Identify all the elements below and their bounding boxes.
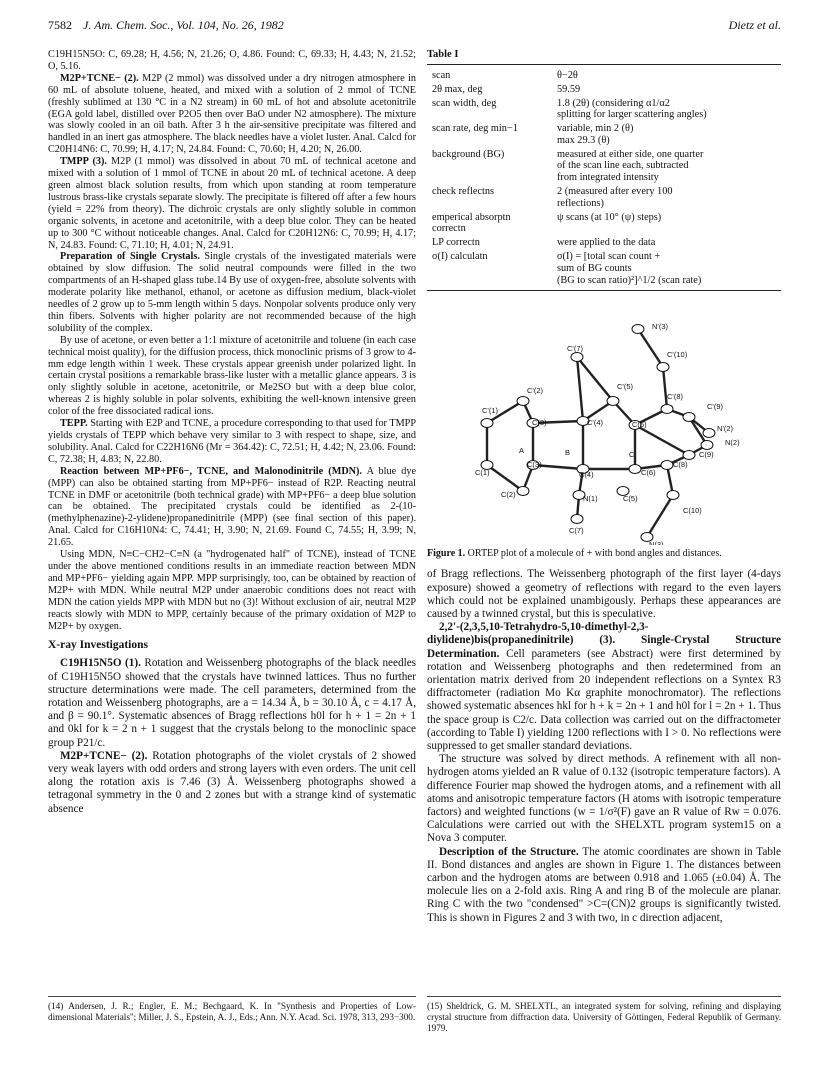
atom-label: C(9) (699, 450, 714, 460)
atom-ellipsoid (667, 491, 679, 500)
table-row (427, 186, 781, 210)
atom-ellipsoid (632, 325, 644, 334)
table-key: σ(I) calculatn (432, 251, 488, 263)
table-value: 2 (measured after every 100 reflections) (557, 186, 673, 209)
atom-label: C'(8) (667, 392, 684, 402)
atom-ellipsoid (661, 461, 673, 470)
atom-label: C(6) (632, 420, 647, 430)
atom-ellipsoid (481, 419, 493, 428)
atom-label: C(1) (475, 468, 490, 478)
bond-line (487, 465, 523, 491)
table-i (427, 49, 781, 291)
bond-line (638, 329, 663, 367)
paragraph-lead: TMPP (3). (60, 156, 107, 168)
table-value: θ−2θ (557, 69, 578, 81)
header-left (48, 18, 284, 36)
paragraph (427, 568, 781, 621)
table-row (427, 212, 781, 236)
paragraph-lead: Description of the Structure. (439, 845, 579, 858)
atom-label: C'(2) (527, 386, 544, 396)
table-key: LP correctn (432, 237, 480, 249)
paragraph (427, 621, 781, 753)
table-key: background (BG) (432, 148, 505, 160)
atom-label: N(3) (649, 540, 664, 546)
table-row (427, 251, 781, 286)
paragraph-text: Using MDN, N≡C−CH2−C≡N (a "hydrogenated half" of TCNE), instead of TCNE under the above mentioned conditions results in an immediate reaction between MDN and MP+PF6− yielding again MPP. MPP surprisingly, too, can be obtained by reaction of M2P+ with MDN. While neutral M2P under anaerobic conditions does not react with MDN the cation yields MPP with MDN but no (3)! Without exclusion of air, neutral M2P reacts slowly with MDN to MPP, certainly because of the primary oxidation of M2P to M2P+ by oxygen. (48, 549, 416, 632)
right-body-text (427, 568, 781, 924)
paragraph (48, 251, 416, 334)
table-title: Table I (427, 49, 459, 60)
paragraph (48, 49, 416, 73)
table-value: variable, min 2 (θ) max 29.3 (θ) (557, 123, 634, 146)
paragraph-lead: TEPP. (60, 418, 88, 430)
table-key: 2θ max, deg (432, 83, 483, 95)
ring-label: A (519, 446, 525, 456)
paragraph-text: M2P (1 mmol) was dissolved in about 70 mL of technical acetone and mixed with a solution of 1 mmol of TCNE in about 20 mL of technical acetone. A deep green almost black solution results, from which upon standing at room temperature lustrous brass-like crystals separate slowly. The precipitate is filtered off after a few hours (yield = 22% from theory). The dichroic crystals are only slightly soluble in common organic solvents, in acetone and acetonitrile, with a deep blue color. They can be heated up to 300 °C without noticeable changes. Anal. Calcd for C20H12N6: C, 70.99; H, 4.17; N, 24.83. Found: C, 71.10; H, 4.01; N, 24.91. (48, 156, 416, 251)
left-column (48, 49, 416, 816)
atom-label: C(4) (579, 470, 594, 480)
atom-ellipsoid (701, 441, 713, 450)
table-row (427, 149, 781, 184)
bond-line (635, 425, 689, 455)
atom-ellipsoid (571, 515, 583, 524)
atom-label: N'(2) (717, 424, 734, 434)
paragraph-text: Rotation and Weissenberg photographs of the black needles of C19H15N5O showed that the crystals have twinned lattices. Thus no further structure determinations were made. The cell parameters, determined from the rotation and Weissenberg photographs, are a = 14.34 Å, b = 30.10 Å, c = 4.17 Å, and β = 90.1°. Systematic absences of Bragg reflections h0l for h + 1 = 2n + 1 and 0kl for k = 2 n + 1 suggest that the crystals belong to the monoclinic space group P21/c. (48, 657, 417, 749)
running-header (48, 18, 781, 36)
atom-label: C(7) (569, 526, 584, 536)
paragraph (48, 418, 416, 466)
atom-ellipsoid (683, 451, 695, 460)
table-row (427, 98, 781, 122)
caption-text: ORTEP plot of a molecule of + with bond angles and distances. (465, 548, 722, 560)
table-body (427, 64, 781, 292)
paragraph-lead: 2,2'-(2,3,5,10-Tetrahydro-5,10-dimethyl-2,3-diylidene)bis(propanedinitrile) (3). Single-Crystal Structure Determination. (427, 621, 781, 660)
paragraph-lead: M2P+TCNE− (2). (60, 749, 148, 762)
paragraph (48, 750, 416, 816)
paragraph (48, 335, 416, 418)
footnote-14: (14) Andersen, J. R.; Engler, E. M.; Bechgaard, K. In "Synthesis and Properties of Low-dimensional Materials"; Miller, J. S., Epstein, A. J., Eds.; Ann. N.Y. Acad. Sci. 1978, 313, 293−300. (48, 996, 416, 1023)
atom-label: C'(1) (482, 406, 499, 416)
table-row (427, 237, 781, 249)
table-value: 59.59 (557, 83, 581, 95)
atom-ellipsoid (571, 353, 583, 362)
paragraph-lead: Reaction between MP+PF6−, TCNE, and Malonodinitrile (MDN). (60, 465, 362, 477)
paragraph-text: Starting with E2P and TCNE, a procedure corresponding to that used for TMPP yields crystals of TEPP which behave very similar to 3 with respect to shape, size, and solubility. Anal. Calcd for C22H16N6 (Mr = 364.42): C, 72.51; H, 4.42; N, 23.06. Found: C, 72.38; H, 4.83; N, 22.80. (48, 418, 416, 465)
paragraph-text: A blue dye (MPP) can also be obtained starting from MP+PF6− instead of R2P. Reacting neutral TCNE in DMF or acetonitrile (both technical grade) with MP+PF6− a deep blue solution can be obtained. The precipitated crystals could be identified as 2-(10-(methylphenazine)-2-ylidene)propanedinitrile (MPP) (see final section of this paper). Anal. Calcd for C16H10N4: C, 74.41; H, 3.90; N, 21.69. Found C, 74.55; H, 3.99; N, 21.65. (48, 465, 416, 549)
table-row (427, 84, 781, 96)
table-value: measured at either side, one quarter of the scan line each, subtracted from integrated intensity (557, 148, 704, 184)
paragraph-text: The structure was solved by direct methods. A refinement with all non-hydrogen atoms yielded an R value of 0.132 (isotropic temperature factors). A difference Fourier map showed the hydrogen atoms, and a refinement with all atoms and anisotropic temperature factors (H atoms with isotropic temperature factors) and weighted functions (w = 1/σ²(F) gave an R value of Rw = 0.076. Calculations were carried out with the SHELXTL program system15 on a Nova 3 computer. (427, 753, 781, 845)
paragraph (48, 657, 416, 749)
paragraph-text: Rotation photographs of the violet crystals of 2 showed very weak layers with odd orders and strong layers with even orders. The unit cell along the rotation axis is 7.46 (3) Å. Weissenberg photographs showed a tetragonal symmetry in the 0 and 2 zones but with a strange kind of systematic absence (48, 749, 416, 815)
journal-citation: J. Am. Chem. Soc., Vol. 104, No. 26, 1982 (83, 18, 284, 32)
atom-label: C(8) (673, 460, 688, 470)
figure-1 (427, 305, 781, 545)
paragraph-text: By use of acetone, or even better a 1:1 mixture of acetonitrile and toluene (in each case technical moist quality), for the diffusion process, thick monoclinic prisms of 3 grow to 4-mm edge length within 1 week. These crystals appear greenish under polarized light. In certain crystal positions a remarkable brass-like luster with a metallic glance appears. 3 is only slightly soluble in acetone, acetonitrile, or Me2SO but with a deep blue color, whereas 2 is highly soluble in polar solvents, exhibiting the well-known intensive green color of the free dissociated radical ions. (48, 334, 416, 418)
ring-label: C (629, 450, 635, 460)
paragraph-text: Cell parameters (see Abstract) were first determined by rotation and Weissenberg photographs and then redetermined from an orientation matrix derived from 20 independent reflections on a Syntex R3 diffractometer (radiation Mo Kα graphite monochromator). The reflections showed systematic absences hkl for h + k = 2n + 1 and h0l for l = 2n + 1. Thus the space group is C2/c. Data collection was carried out on the diffractometer (according to Table I) yielding 1200 reflections with I > 0. No reflections were suppressed to get smaller standard deviations. (427, 647, 781, 752)
atom-label: N(1) (583, 494, 598, 504)
paragraph-lead: M2P+TCNE− (2). (60, 72, 139, 84)
atom-ellipsoid (517, 397, 529, 406)
bond-line (577, 357, 583, 421)
footnote-15: (15) Sheldrick, G. M. SHELXTL, an integrated system for solving, refining and displaying crystal structure from diffraction data. University of Göttingen, Federal Republik of Germany. 1979. (427, 996, 781, 1033)
table-value: 1.8 (2θ) (considering α1/α2 splitting for larger scattering angles) (557, 97, 707, 121)
paragraph (48, 549, 416, 632)
paragraph (48, 466, 416, 549)
atom-ellipsoid (517, 487, 529, 496)
atom-label: C'(5) (617, 382, 634, 392)
table-value: were applied to the data (557, 237, 656, 249)
paragraph-text: C19H15N5O: C, 69.28; H, 4.56; N, 21.26; O, 4.86. Found: C, 69.33; H, 4.43; N, 21.52; O, 5.16. (48, 49, 416, 72)
atom-ellipsoid (657, 363, 669, 372)
atom-ellipsoid (607, 397, 619, 406)
atom-label: C(5) (623, 494, 638, 504)
atom-label: C(6) (641, 468, 656, 478)
table-key: emperical absorptn correctn (432, 211, 511, 235)
paragraph-lead: Preparation of Single Crystals. (60, 251, 200, 263)
atom-label: C(3) (527, 460, 542, 470)
atom-label: C(3) (532, 418, 547, 428)
atom-label: N'(3) (652, 322, 669, 332)
paragraph-text: M2P (2 mmol) was dissolved under a dry nitrogen atmosphere in 60 mL of absolute toluene, heated, and mixed with a solution of 2 mmol of TCNE (freshly sublimed at 130 °C in a N2 stream) in 60 mL of hot and absolute acetonitrile (EGA gold label, distilled over P2O5 then over BaO under N2 atmosphere). The mixture was slowly cooled in an oil bath. After 3 h the air-sensitive precipitate was filtered and handled in an inert gas atmosphere. The black needles have a violet luster. Anal. Calcd for C20H14N6: C, 70.99; H, 4.17; N, 24.84. Found: C, 70.60; H, 4.20; N, 26.00. (48, 72, 416, 156)
atom-label: C'(7) (567, 344, 584, 354)
header-authors: Dietz et al. (728, 18, 781, 32)
right-column (427, 49, 781, 925)
atom-ellipsoid (661, 405, 673, 414)
section-heading: X-ray Investigations (48, 639, 148, 652)
page-number: 7582 (48, 18, 72, 32)
atom-label: N(2) (725, 438, 740, 448)
ring-label: B (565, 448, 571, 458)
atom-label: C'(10) (667, 350, 688, 360)
atom-label: C'(4) (587, 418, 604, 428)
figure-caption (427, 548, 781, 560)
ortep-plot (427, 305, 781, 545)
paragraph (427, 846, 781, 925)
atom-label: C'(9) (707, 402, 724, 412)
paragraph-text: of Bragg reflections. The Weissenberg photograph of the first layer (4-days exposure) showed a geometry of reflections with regard to the even layers which could not be explained unambigously. Perhaps these appearances are caused by a twinned crystal, but this is speculative. (427, 568, 781, 620)
bond-line (647, 495, 673, 537)
table-key: check reflectns (432, 186, 495, 198)
bond-line (577, 357, 613, 401)
paragraph (48, 156, 416, 251)
table-row (427, 70, 781, 82)
paragraph (427, 753, 781, 845)
paragraph-text: The atomic coordinates are shown in Table II. Bond distances and angles are shown in Figure 1. The distances between carbon and the hydrogen atoms are between 0.918 and 1.065 (±0.04) Å. The molecule lies on a 2-fold axis. Ring A and ring B of the molecule are planar. Ring C with the two "condensed" >C=(CN)2 groups is significantly twisted. This is shown in Figures 2 and 3 with two, in c direction adjacent, (427, 845, 781, 924)
table-value: σ(I) = [total scan count + sum of BG counts (BG to scan ratio)²]^1/2 (scan rate) (557, 251, 702, 286)
caption-lead: Figure 1. (427, 548, 466, 560)
table-key: scan (432, 69, 451, 81)
atom-ellipsoid (683, 413, 695, 422)
atom-ellipsoid (703, 429, 715, 438)
bond-line (663, 367, 667, 409)
table-row (427, 123, 781, 147)
paragraph (48, 73, 416, 156)
table-value: ψ scans (at 10° (ψ) steps) (557, 211, 662, 223)
table-key: scan rate, deg min−1 (432, 123, 518, 135)
table-key: scan width, deg (432, 97, 497, 109)
atom-label: C(2) (501, 490, 516, 500)
paragraph-text: Single crystals of the investigated materials were obtained by slow diffusion. The solid neutral compounds were filled in the two compartments of an H-shaped glass tube.14 By use of oxygen-free, absolute solvents with moderate polarity like methanol, ethanol, or acetone as diffusion medium, black-violet needles of 2 grow up to 5-mm length within 5 days. Nonpolar solvents produce only very thin fibers. Solvents with higher polarity are not recommended because of the high solubility of the complex. (48, 251, 416, 334)
atom-ellipsoid (629, 465, 641, 474)
paragraph-lead: C19H15N5O (1). (60, 657, 141, 670)
atom-label: C(10) (683, 506, 702, 516)
